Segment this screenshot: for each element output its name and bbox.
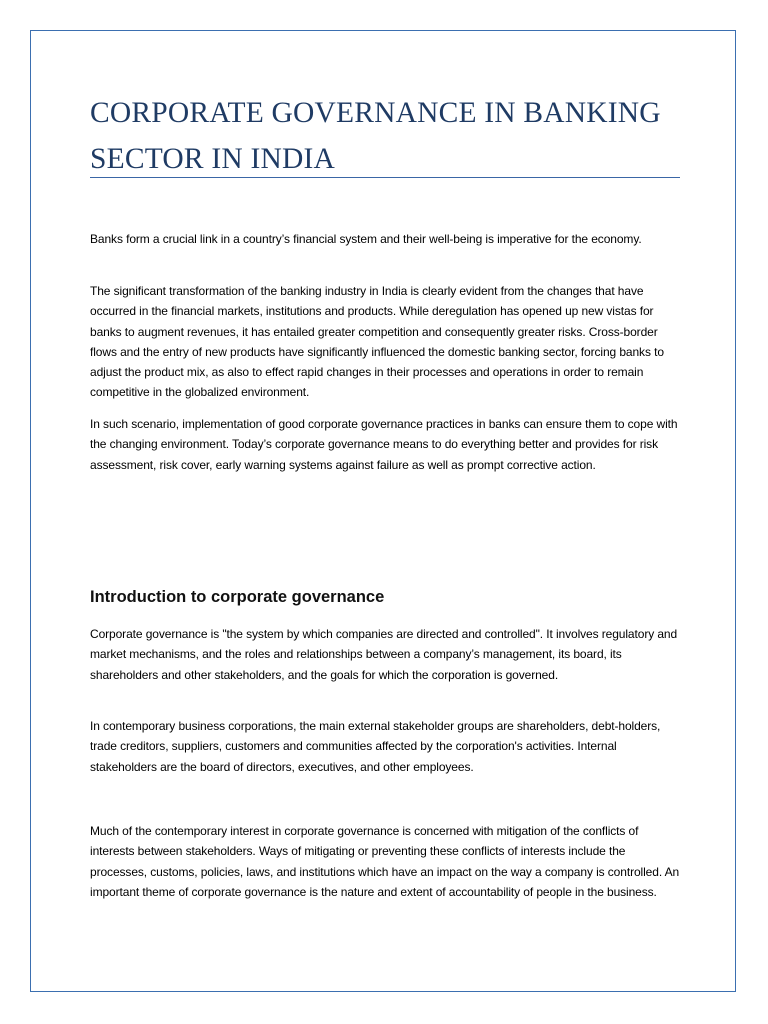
intro-paragraph-3: In such scenario, implementation of good corporate governance practices in banks can ensure them to cope with the changing environment. Today’s corporate governance means to do everything better and provides for risk assessment, risk cover, early warning systems against failure as well as prompt corrective action. (90, 417, 678, 472)
intro-paragraph-1: Banks form a crucial link in a country’s financial system and their well-being is imperative for the economy. (90, 232, 642, 246)
section-paragraph-3: Much of the contemporary interest in corporate governance is concerned with mitigation of the conflicts of interests between stakeholders. Ways of mitigating or preventing these conflicts of interests include the processes, customs, policies, laws, and institutions which have an impact on the way a company is controlled. An important theme of corporate governance is the nature and extent of accountability of people in the business. (90, 824, 680, 899)
intro-paragraph-2: The significant transformation of the banking industry in India is clearly evident from the changes that have occurred in the financial markets, institutions and products. While deregulation has opened up new vistas for banks to augment revenues, it has entailed greater competition and consequently greater risks. Cross-border flows and the entry of new products have significantly influenced the domestic banking sector, forcing banks to adjust the product mix, as also to effect rapid changes in their processes and operations in order to remain competitive in the globalized environment. (90, 284, 664, 400)
section-paragraph-2: In contemporary business corporations, the main external stakeholder groups are shareholders, debt-holders, trade creditors, suppliers, customers and communities affected by the corporation's activities. Internal stakeholders are the board of directors, executives, and other employees. (90, 719, 661, 774)
section-heading: Introduction to corporate governance (90, 588, 385, 606)
title-underline (90, 177, 680, 178)
section-paragraph-1: Corporate governance is "the system by which companies are directed and controlled". It involves regulatory and market mechanisms, and the roles and relationships between a company’s management, its board, its shareholders and other stakeholders, and the goals for which the corporation is governed. (90, 627, 678, 682)
document-title: CORPORATE GOVERNANCE IN BANKING SECTOR IN INDIA (90, 97, 661, 175)
